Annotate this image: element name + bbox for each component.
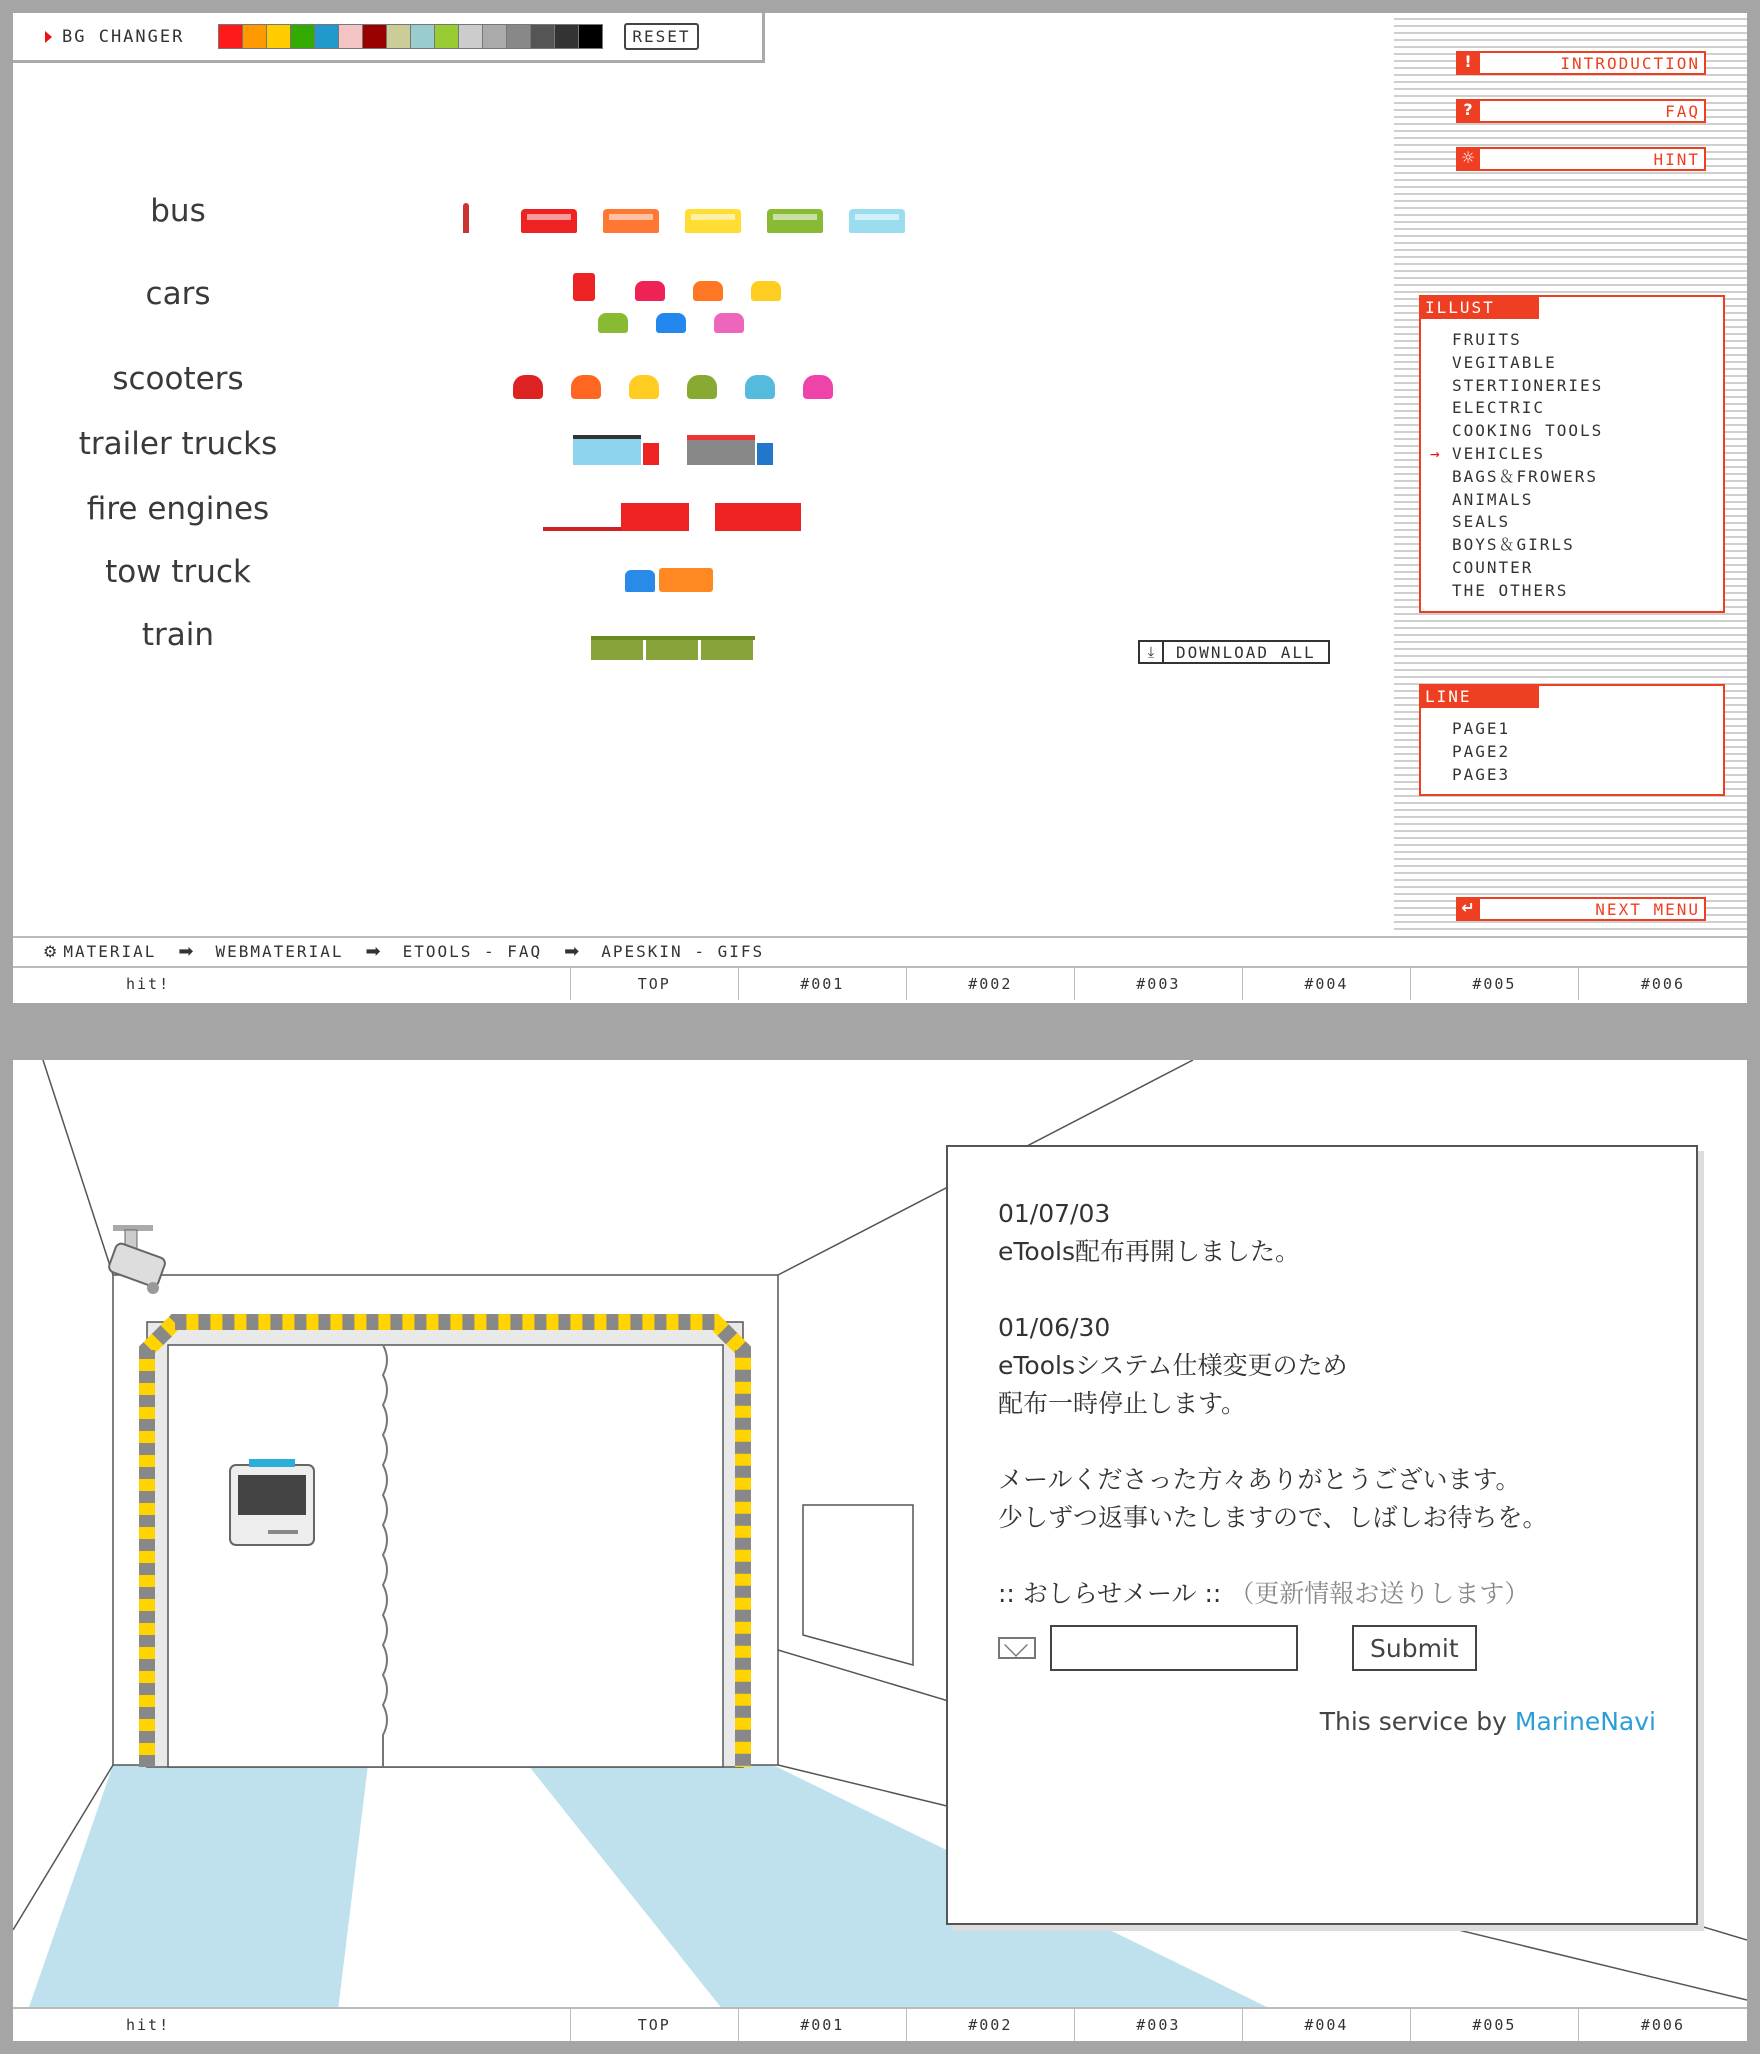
fire-hose-icon [543, 527, 621, 531]
question-icon: ? [1456, 99, 1480, 123]
corner-arrow-icon: ↵ [1456, 897, 1480, 921]
reset-button[interactable]: RESET [624, 23, 698, 50]
tab-003[interactable]: #003 [1075, 2009, 1243, 2041]
car-icon[interactable] [656, 313, 686, 333]
menu-item[interactable]: ELECTRIC [1452, 398, 1546, 418]
news-date: 01/06/30 [998, 1313, 1111, 1342]
hint-label: HINT [1653, 149, 1700, 169]
menu-item[interactable]: ANIMALS [1452, 489, 1534, 509]
arrow-right-icon: ➡ [178, 940, 194, 962]
hint-button[interactable] [1456, 147, 1706, 171]
menu-item[interactable]: → VEHICLES [1452, 443, 1723, 466]
breadcrumb-item[interactable]: APESKIN - GIFS [601, 941, 765, 961]
exclamation-icon: ! [1456, 51, 1480, 75]
menu-item[interactable]: PAGE3 [1452, 764, 1511, 784]
menu-item[interactable]: BOYS＆GIRLS [1452, 535, 1575, 555]
color-swatch[interactable] [362, 24, 387, 49]
cars-row-2 [598, 313, 772, 333]
car-icon[interactable] [635, 281, 665, 301]
bus-icon[interactable] [521, 209, 577, 233]
download-all-label: DOWNLOAD ALL [1176, 642, 1316, 662]
line-menu [1419, 684, 1725, 796]
mail-signup-row [998, 1625, 1696, 1671]
illust-menu [1419, 295, 1725, 613]
menu-item[interactable]: PAGE2 [1452, 741, 1511, 761]
hit-counter: hit! [13, 968, 571, 1000]
security-camera-icon [107, 1225, 166, 1294]
car-icon[interactable] [714, 313, 744, 333]
news-date: 01/07/03 [998, 1199, 1111, 1228]
color-swatch[interactable] [554, 24, 579, 49]
car-icon[interactable] [751, 281, 781, 301]
arrow-right-icon: ➡ [564, 940, 580, 962]
thanks-line: メールくださった方々ありがとうございます。 [998, 1465, 1521, 1494]
menu-item[interactable]: COOKING TOOLS [1452, 421, 1604, 441]
color-swatch[interactable] [242, 24, 267, 49]
envelope-icon [998, 1637, 1036, 1659]
arrow-right-icon: ➡ [365, 940, 381, 962]
category-trailer-trucks: trailer trucks [78, 426, 278, 462]
tab-003[interactable]: #003 [1075, 968, 1243, 1000]
room-page-frame [13, 1060, 1747, 2041]
hit-counter: hit! [13, 2009, 571, 2041]
tab-006[interactable]: #006 [1640, 975, 1685, 993]
mail-subtitle: （更新情報お送りします） [1229, 1579, 1530, 1608]
color-swatch[interactable] [530, 24, 555, 49]
mail-title: :: おしらせメール :: [998, 1579, 1222, 1608]
introduction-button[interactable] [1456, 51, 1706, 75]
submit-button[interactable]: Submit [1352, 1625, 1477, 1671]
fire-engine-icon[interactable] [715, 503, 801, 531]
news-line: eToolsシステム仕様変更のため [998, 1351, 1348, 1380]
lightbulb-icon: ☼ [1456, 147, 1480, 171]
color-swatch[interactable] [218, 24, 243, 49]
line-header: LINE [1421, 686, 1539, 708]
tab-001[interactable]: #001 [739, 968, 907, 1000]
tab-002[interactable]: #002 [907, 2009, 1075, 2041]
news-panel [946, 1145, 1698, 1925]
scooter-icon[interactable] [687, 375, 717, 399]
category-fire-engines: fire engines [86, 491, 270, 527]
color-swatch[interactable] [386, 24, 411, 49]
tab-001[interactable]: #001 [739, 2009, 907, 2041]
category-tow-truck: tow truck [105, 554, 251, 590]
menu-item[interactable]: COUNTER [1452, 557, 1534, 577]
menu-item[interactable]: SEALS [1452, 512, 1511, 532]
color-swatch[interactable] [290, 24, 315, 49]
download-all-button[interactable] [1138, 640, 1330, 664]
color-swatch[interactable] [314, 24, 339, 49]
bus-row [463, 203, 931, 233]
news-line: 配布一時停止します。 [998, 1389, 1247, 1418]
tab-bar [13, 966, 1747, 1000]
gear-icon: ⚙ [43, 941, 58, 961]
next-menu-button[interactable] [1456, 897, 1706, 921]
service-credit [998, 1707, 1696, 1736]
scooter-icon[interactable] [571, 375, 601, 399]
bg-changer-bar [13, 13, 765, 63]
tab-002[interactable]: #002 [907, 968, 1075, 1000]
menu-item[interactable]: THE OTHERS [1452, 580, 1569, 600]
color-swatch[interactable] [458, 24, 483, 49]
color-swatch[interactable] [506, 24, 531, 49]
color-swatch[interactable] [434, 24, 459, 49]
color-swatch[interactable] [578, 24, 603, 49]
car-icon[interactable] [693, 281, 723, 301]
color-swatch[interactable] [266, 24, 291, 49]
breadcrumb-item[interactable]: WEBMATERIAL [215, 941, 344, 961]
scooter-icon[interactable] [513, 375, 543, 399]
bus-icon[interactable] [767, 209, 823, 233]
menu-item[interactable]: STERTIONERIES [1452, 375, 1604, 395]
tab-top[interactable]: TOP [571, 2009, 739, 2041]
fire-engine-icon[interactable] [621, 503, 689, 531]
news-line: eTools配布再開しました。 [998, 1237, 1300, 1266]
illust-header: ILLUST [1421, 297, 1539, 319]
category-cars: cars [145, 276, 211, 312]
terminal-icon [230, 1459, 314, 1545]
download-icon: ⤓ [1140, 642, 1164, 662]
breadcrumb [13, 936, 1747, 964]
scooter-icon[interactable] [803, 375, 833, 399]
train-icon[interactable] [591, 636, 755, 660]
color-swatches [218, 24, 602, 49]
email-input[interactable] [1050, 1625, 1298, 1671]
color-swatch[interactable] [482, 24, 507, 49]
tow-truck-row [625, 568, 713, 592]
menu-item[interactable]: PAGE1 [1452, 719, 1511, 738]
tab-top[interactable]: TOP [571, 968, 739, 1000]
cars-row-1 [573, 273, 809, 301]
tow-truck-icon[interactable] [659, 568, 713, 592]
tab-005[interactable]: #005 [1411, 2009, 1579, 2041]
breadcrumb-item[interactable]: MATERIAL [63, 941, 157, 961]
menu-item[interactable]: FRUITS [1452, 330, 1522, 349]
tab-004[interactable]: #004 [1243, 2009, 1411, 2041]
train-row [591, 636, 755, 660]
category-train: train [141, 617, 215, 653]
trailer-trucks-row [573, 435, 801, 465]
faq-label: FAQ [1665, 101, 1700, 121]
breadcrumb-item[interactable]: ETOOLS - FAQ [402, 941, 543, 961]
category-scooters: scooters [112, 361, 244, 397]
scooter-icon[interactable] [745, 375, 775, 399]
towed-car-icon[interactable] [625, 570, 655, 592]
tab-bar [13, 2007, 1747, 2041]
scooters-row [513, 375, 861, 399]
sidebar [1394, 13, 1747, 933]
mail-signup-title [998, 1575, 1696, 1613]
bus-stop-icon[interactable] [463, 203, 469, 233]
faq-button[interactable] [1456, 99, 1706, 123]
bus-icon[interactable] [603, 209, 659, 233]
material-page-frame [13, 13, 1747, 1003]
marinenavi-link[interactable]: MarineNavi [1514, 1707, 1656, 1736]
thanks-line: 少しずつ返事いたしますので、しばしお待ちを。 [998, 1503, 1548, 1532]
tab-004[interactable]: #004 [1243, 968, 1411, 1000]
bg-changer-label: BG CHANGER [62, 26, 185, 47]
category-bus: bus [150, 193, 206, 229]
bus-icon[interactable] [685, 209, 741, 233]
gas-pump-icon[interactable] [573, 273, 595, 301]
menu-item[interactable]: VEGITABLE [1452, 352, 1557, 372]
color-swatch[interactable] [338, 24, 363, 49]
tab-005[interactable]: #005 [1411, 968, 1579, 1000]
menu-item[interactable]: BAGS＆FROWERS [1452, 466, 1598, 486]
tab-006[interactable]: #006 [1640, 2016, 1685, 2034]
introduction-label: INTRODUCTION [1560, 53, 1700, 73]
scooter-icon[interactable] [629, 375, 659, 399]
car-icon[interactable] [598, 313, 628, 333]
trailer-truck-icon[interactable] [573, 435, 661, 465]
bus-icon[interactable] [849, 209, 905, 233]
color-swatch[interactable] [410, 24, 435, 49]
triangle-icon [45, 31, 52, 43]
fire-engines-row [543, 503, 827, 531]
trailer-truck-icon[interactable] [687, 435, 775, 465]
service-prefix: This service by [1319, 1707, 1515, 1736]
next-menu-label: NEXT MENU [1595, 899, 1700, 919]
